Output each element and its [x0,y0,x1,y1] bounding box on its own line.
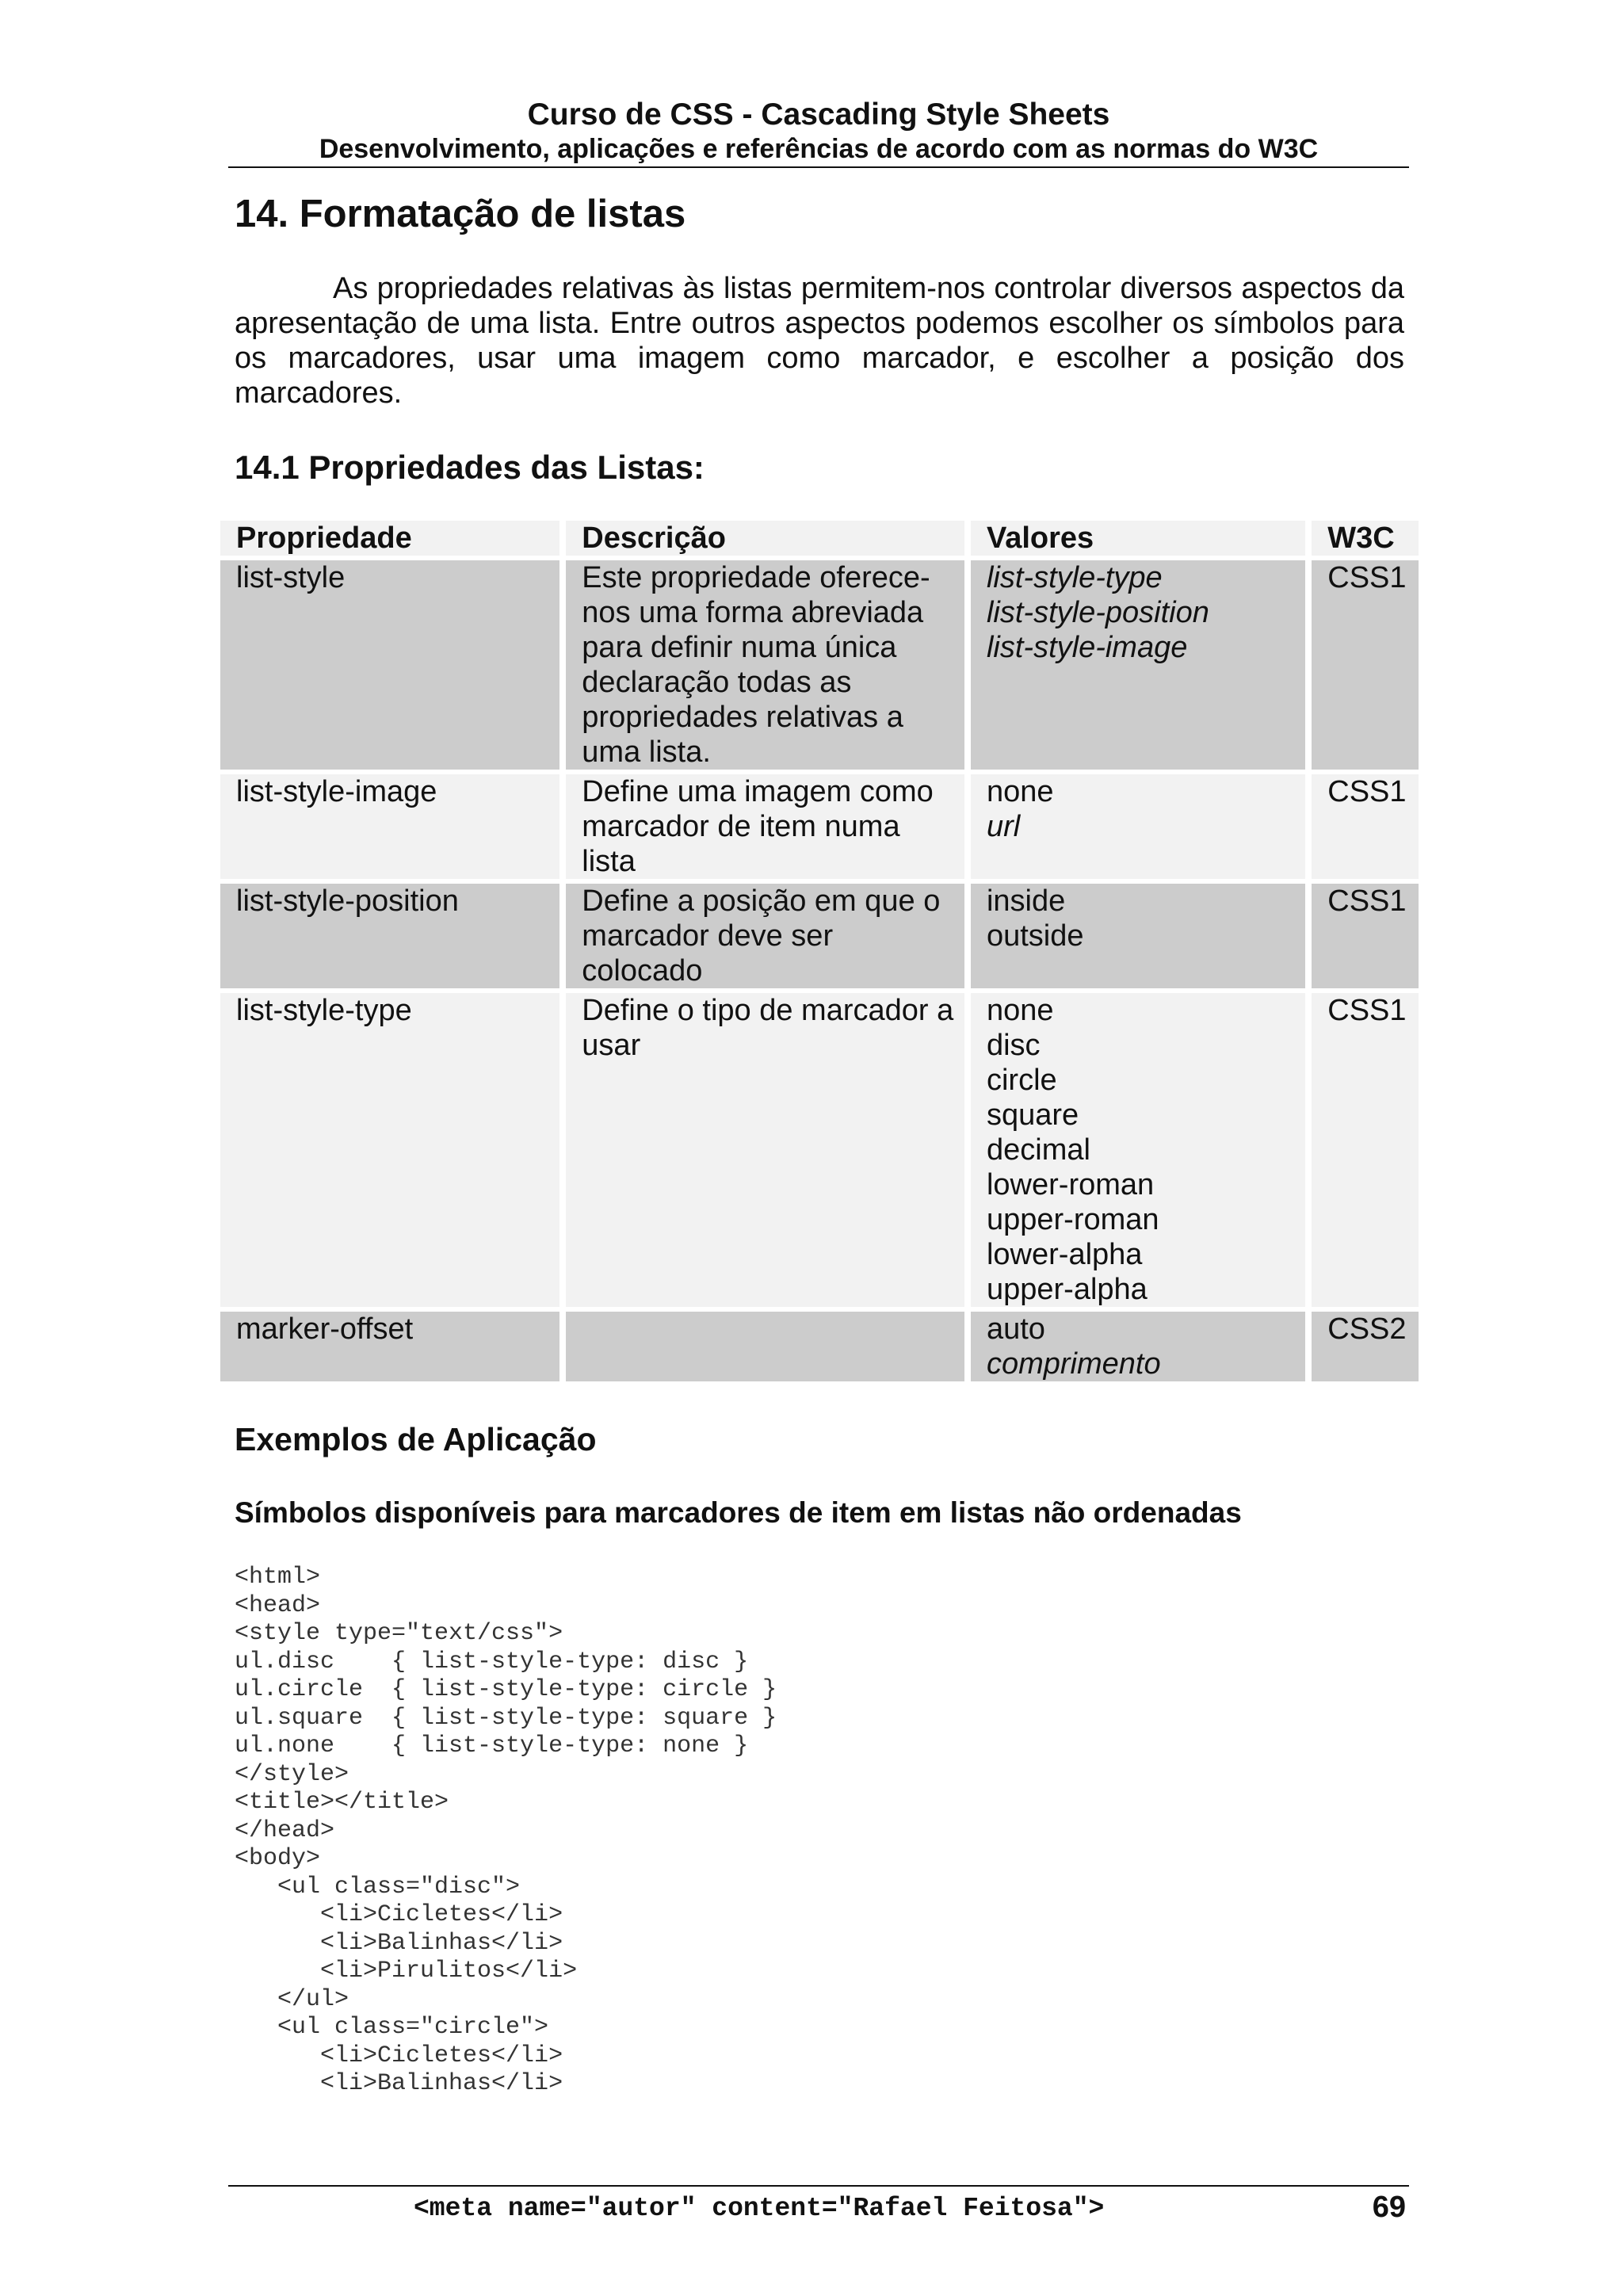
code-line: <li>Balinhas</li> [235,2070,563,2097]
subsection-title: 14.1 Propriedades das Listas: [235,449,705,486]
header-cell-description: Descrição [566,521,964,556]
value-item: upper-roman [986,1203,1159,1236]
code-line: <html> [235,1564,321,1591]
property-cell: list-style [220,560,559,770]
value-item: square [986,1098,1079,1132]
table-row [220,774,1419,879]
code-line: </ul> [235,1985,349,2013]
header-subtitle: Desenvolvimento, aplicações e referências de acordo com as normas do W3C [319,134,1319,164]
code-line: ul.none { list-style-type: none } [235,1733,749,1759]
w3c-cell: CSS2 [1312,1312,1419,1381]
examples-subtitle: Símbolos disponíveis para marcadores de item em listas não ordenadas [235,1496,1242,1529]
values-cell [971,560,1305,770]
intro-paragraph: As propriedades relativas às listas permitem-nos controlar diversos aspectos da apresentação de uma lista. Entre outros aspectos podemos escolher os símbolos para os marcadores, usar uma imagem como marcador, e escolher a posição dos marcadores. [235,272,1404,410]
examples-title: Exemplos de Aplicação [235,1421,597,1457]
property-cell: list-style-position [220,884,559,988]
property-cell: list-style-type [220,993,559,1307]
footer-rule [228,2185,1409,2187]
values-cell [971,1312,1305,1381]
section-title: 14. Formatação de listas [235,193,686,235]
value-item: list-style-image [986,631,1188,664]
code-line: <li>Pirulitos</li> [235,1958,578,1985]
w3c-cell: CSS1 [1312,993,1419,1307]
table-header-row [220,521,1419,556]
description-cell: Define a posição em que o marcador deve ser colocado [566,884,964,988]
header-title: Curso de CSS - Cascading Style Sheets [527,97,1110,132]
header-cell-w3c: W3C [1312,521,1419,556]
code-line: <li>Balinhas</li> [235,1929,563,1957]
value-item: list-style-position [986,596,1209,629]
header-cell-values: Valores [971,521,1305,556]
values-cell [971,993,1305,1307]
code-line: <head> [235,1591,321,1619]
code-line: ul.square { list-style-type: square } [235,1704,777,1732]
value-item: none [986,994,1054,1027]
table-row [220,884,1419,988]
description-cell: Define o tipo de marcador a usar [566,993,964,1307]
value-item: list-style-type [986,561,1163,594]
code-block [235,1564,777,2099]
header-rule [228,166,1409,168]
code-line: <style type="text/css"> [235,1620,563,1647]
value-item: auto [986,1312,1045,1346]
w3c-cell: CSS1 [1312,560,1419,770]
table-row [220,560,1419,770]
value-item: decimal [986,1133,1090,1167]
value-item: comprimento [986,1347,1161,1381]
code-line: </head> [235,1817,335,1844]
code-line: </style> [235,1760,349,1788]
value-item: disc [986,1029,1041,1062]
property-cell: list-style-image [220,774,559,879]
description-cell [566,1312,964,1381]
value-item: outside [986,919,1084,953]
header-cell-property: Propriedade [220,521,559,556]
table-row [220,1312,1419,1381]
values-cell [971,774,1305,879]
description-cell: Define uma imagem como marcador de item numa lista [566,774,964,879]
value-item: upper-alpha [986,1273,1148,1306]
code-line: <li>Cicletes</li> [235,1901,563,1928]
value-item: lower-alpha [986,1238,1143,1271]
property-cell: marker-offset [220,1312,559,1381]
code-line: <ul class="disc"> [235,1873,521,1901]
description-cell: Este propriedade oferece-nos uma forma abreviada para definir numa única declaração todas as propriedades relativas a uma lista. [566,560,964,770]
value-item: inside [986,884,1066,918]
footer-meta-tag: <meta name="autor" content="Rafael Feitosa"> [414,2194,1105,2223]
w3c-cell: CSS1 [1312,884,1419,988]
w3c-cell: CSS1 [1312,774,1419,879]
values-cell [971,884,1305,988]
code-line: <li>Cicletes</li> [235,2042,563,2069]
value-item: lower-roman [986,1168,1155,1201]
code-line: <title></title> [235,1789,449,1816]
value-item: url [986,810,1021,843]
code-line: ul.disc { list-style-type: disc } [235,1648,749,1675]
page-number: 69 [1372,2191,1406,2224]
code-line: <ul class="circle"> [235,2014,549,2041]
code-line: <body> [235,1845,321,1872]
value-item: circle [986,1064,1057,1097]
table-row [220,993,1419,1307]
value-item: none [986,775,1054,808]
properties-table [214,516,1425,1386]
code-line: ul.circle { list-style-type: circle } [235,1676,777,1703]
